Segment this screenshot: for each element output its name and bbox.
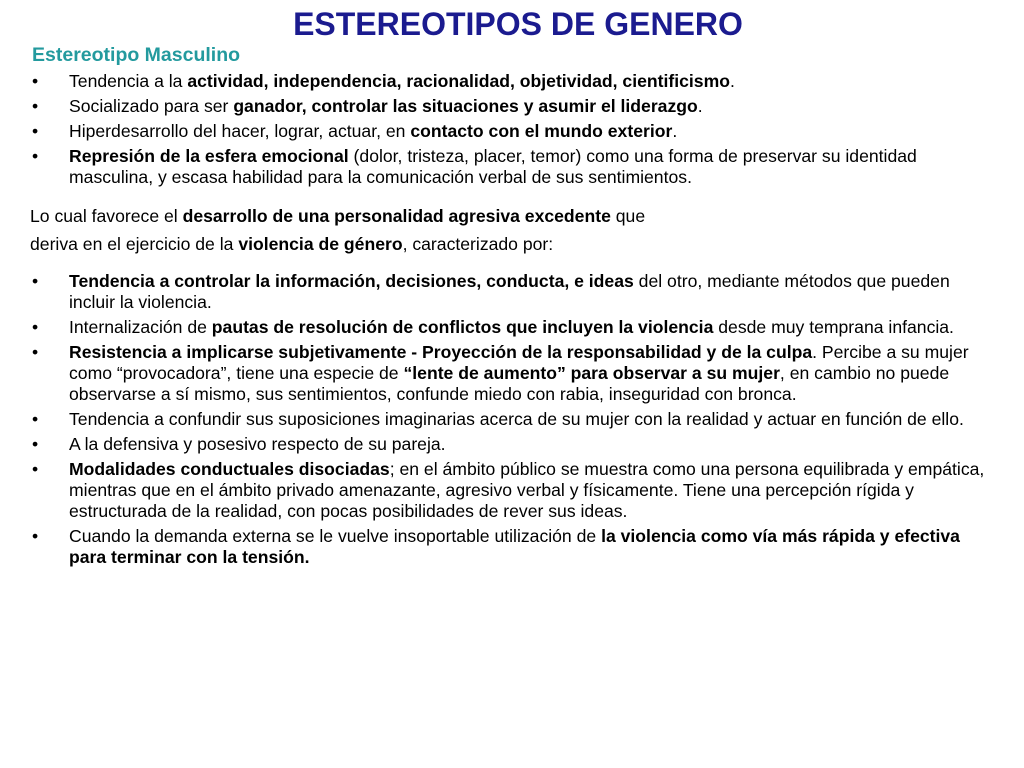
bold-text: Resistencia a implicarse subjetivamente - Proyección de la responsabilidad y de la culpa xyxy=(69,342,813,362)
bold-text: desarrollo de una personalidad agresiva excedente xyxy=(182,206,611,226)
bold-text: actividad, independencia, racionalidad, objetividad, cientificismo xyxy=(187,71,730,91)
bullet-item xyxy=(30,409,996,430)
bold-text: “lente de aumento” para observar a su mujer xyxy=(403,363,780,383)
bullet-item xyxy=(30,459,996,522)
bold-text: violencia de género xyxy=(238,234,403,254)
bullet-icon: • xyxy=(32,146,39,166)
bullet-item xyxy=(30,146,996,188)
paragraph-line xyxy=(30,230,996,258)
bullet-item xyxy=(30,434,996,455)
text-segment: Hiperdesarrollo del hacer, lograr, actuar, en xyxy=(69,121,411,141)
bullet-icon: • xyxy=(32,121,39,141)
consequence-paragraph xyxy=(30,202,996,258)
bullet-icon: • xyxy=(32,271,39,291)
bullet-item xyxy=(30,317,996,338)
text-segment: . xyxy=(729,71,735,91)
paragraph-line xyxy=(30,202,996,230)
bold-text: Represión de la esfera emocional xyxy=(69,146,349,166)
bullet-item xyxy=(30,526,996,568)
bold-text: la violencia como vía más rápida y efectiva para terminar con la tensión. xyxy=(69,526,960,567)
violence-characteristics-list xyxy=(30,271,996,568)
bullet-icon: • xyxy=(32,409,39,429)
masculine-stereotype-list xyxy=(30,71,996,188)
bold-text: Modalidades conductuales disociadas xyxy=(69,459,390,479)
text-segment: . xyxy=(697,96,703,116)
bullet-item xyxy=(30,96,996,117)
text-segment: , caracterizado por: xyxy=(402,234,554,254)
slide-subtitle: Estereotipo Masculino xyxy=(32,44,241,66)
text-segment: Tendencia a la xyxy=(69,71,188,91)
slide-title: ESTEREOTIPOS DE GENERO xyxy=(293,6,743,42)
text-segment: que xyxy=(610,206,646,226)
bullet-item xyxy=(30,271,996,313)
text-segment: Socializado para ser xyxy=(69,96,234,116)
bullet-icon: • xyxy=(32,459,39,479)
text-segment: Cuando la demanda externa se le vuelve insoportable utilización de xyxy=(69,526,602,546)
text-segment: ; en el ámbito público se muestra como una persona equilibrada y empática, mientras que en el ámbito privado amenazante, agresivo verbal y físicamente. Tiene una percepción rígida y estructurada de la realidad, con pocas posibilidades de rever sus ideas. xyxy=(69,459,985,521)
bullet-item xyxy=(30,342,996,405)
text-segment: Tendencia a confundir sus suposiciones imaginarias acerca de su mujer con la realidad y actuar en función de ello. xyxy=(69,409,964,429)
bullet-item xyxy=(30,121,996,142)
text-segment: del otro, mediante métodos que pueden incluir la violencia. xyxy=(69,271,950,312)
bullet-item xyxy=(30,71,996,92)
text-segment: , en cambio no puede observarse a sí mismo, sus sentimientos, confunde miedo con rabia, inseguridad con bronca. xyxy=(69,363,950,404)
text-segment: . Percibe a su mujer como “provocadora”, tiene una especie de xyxy=(69,342,969,383)
bold-text: pautas de resolución de conflictos que incluyen la violencia xyxy=(211,317,714,337)
text-segment: desde muy temprana infancia. xyxy=(713,317,954,337)
bullet-icon: • xyxy=(32,96,39,116)
text-segment: deriva en el ejercicio de la xyxy=(30,234,239,254)
bold-text: contacto con el mundo exterior xyxy=(410,121,673,141)
text-segment: . xyxy=(672,121,678,141)
text-segment: Internalización de xyxy=(69,317,212,337)
bullet-icon: • xyxy=(32,526,39,546)
bullet-icon: • xyxy=(32,342,39,362)
text-segment: (dolor, tristeza, placer, temor) como una forma de preservar su identidad masculina, y escasa habilidad para la comunicación verbal de sus sentimientos. xyxy=(69,146,917,187)
bullet-icon: • xyxy=(32,317,39,337)
bold-text: ganador, controlar las situaciones y asumir el liderazgo xyxy=(233,96,698,116)
bold-text: Tendencia a controlar la información, decisiones, conducta, e ideas xyxy=(69,271,634,291)
text-segment: Lo cual favorece el xyxy=(30,206,183,226)
text-segment: A la defensiva y posesivo respecto de su pareja. xyxy=(69,434,446,454)
bullet-icon: • xyxy=(32,434,39,454)
bullet-icon: • xyxy=(32,71,39,91)
